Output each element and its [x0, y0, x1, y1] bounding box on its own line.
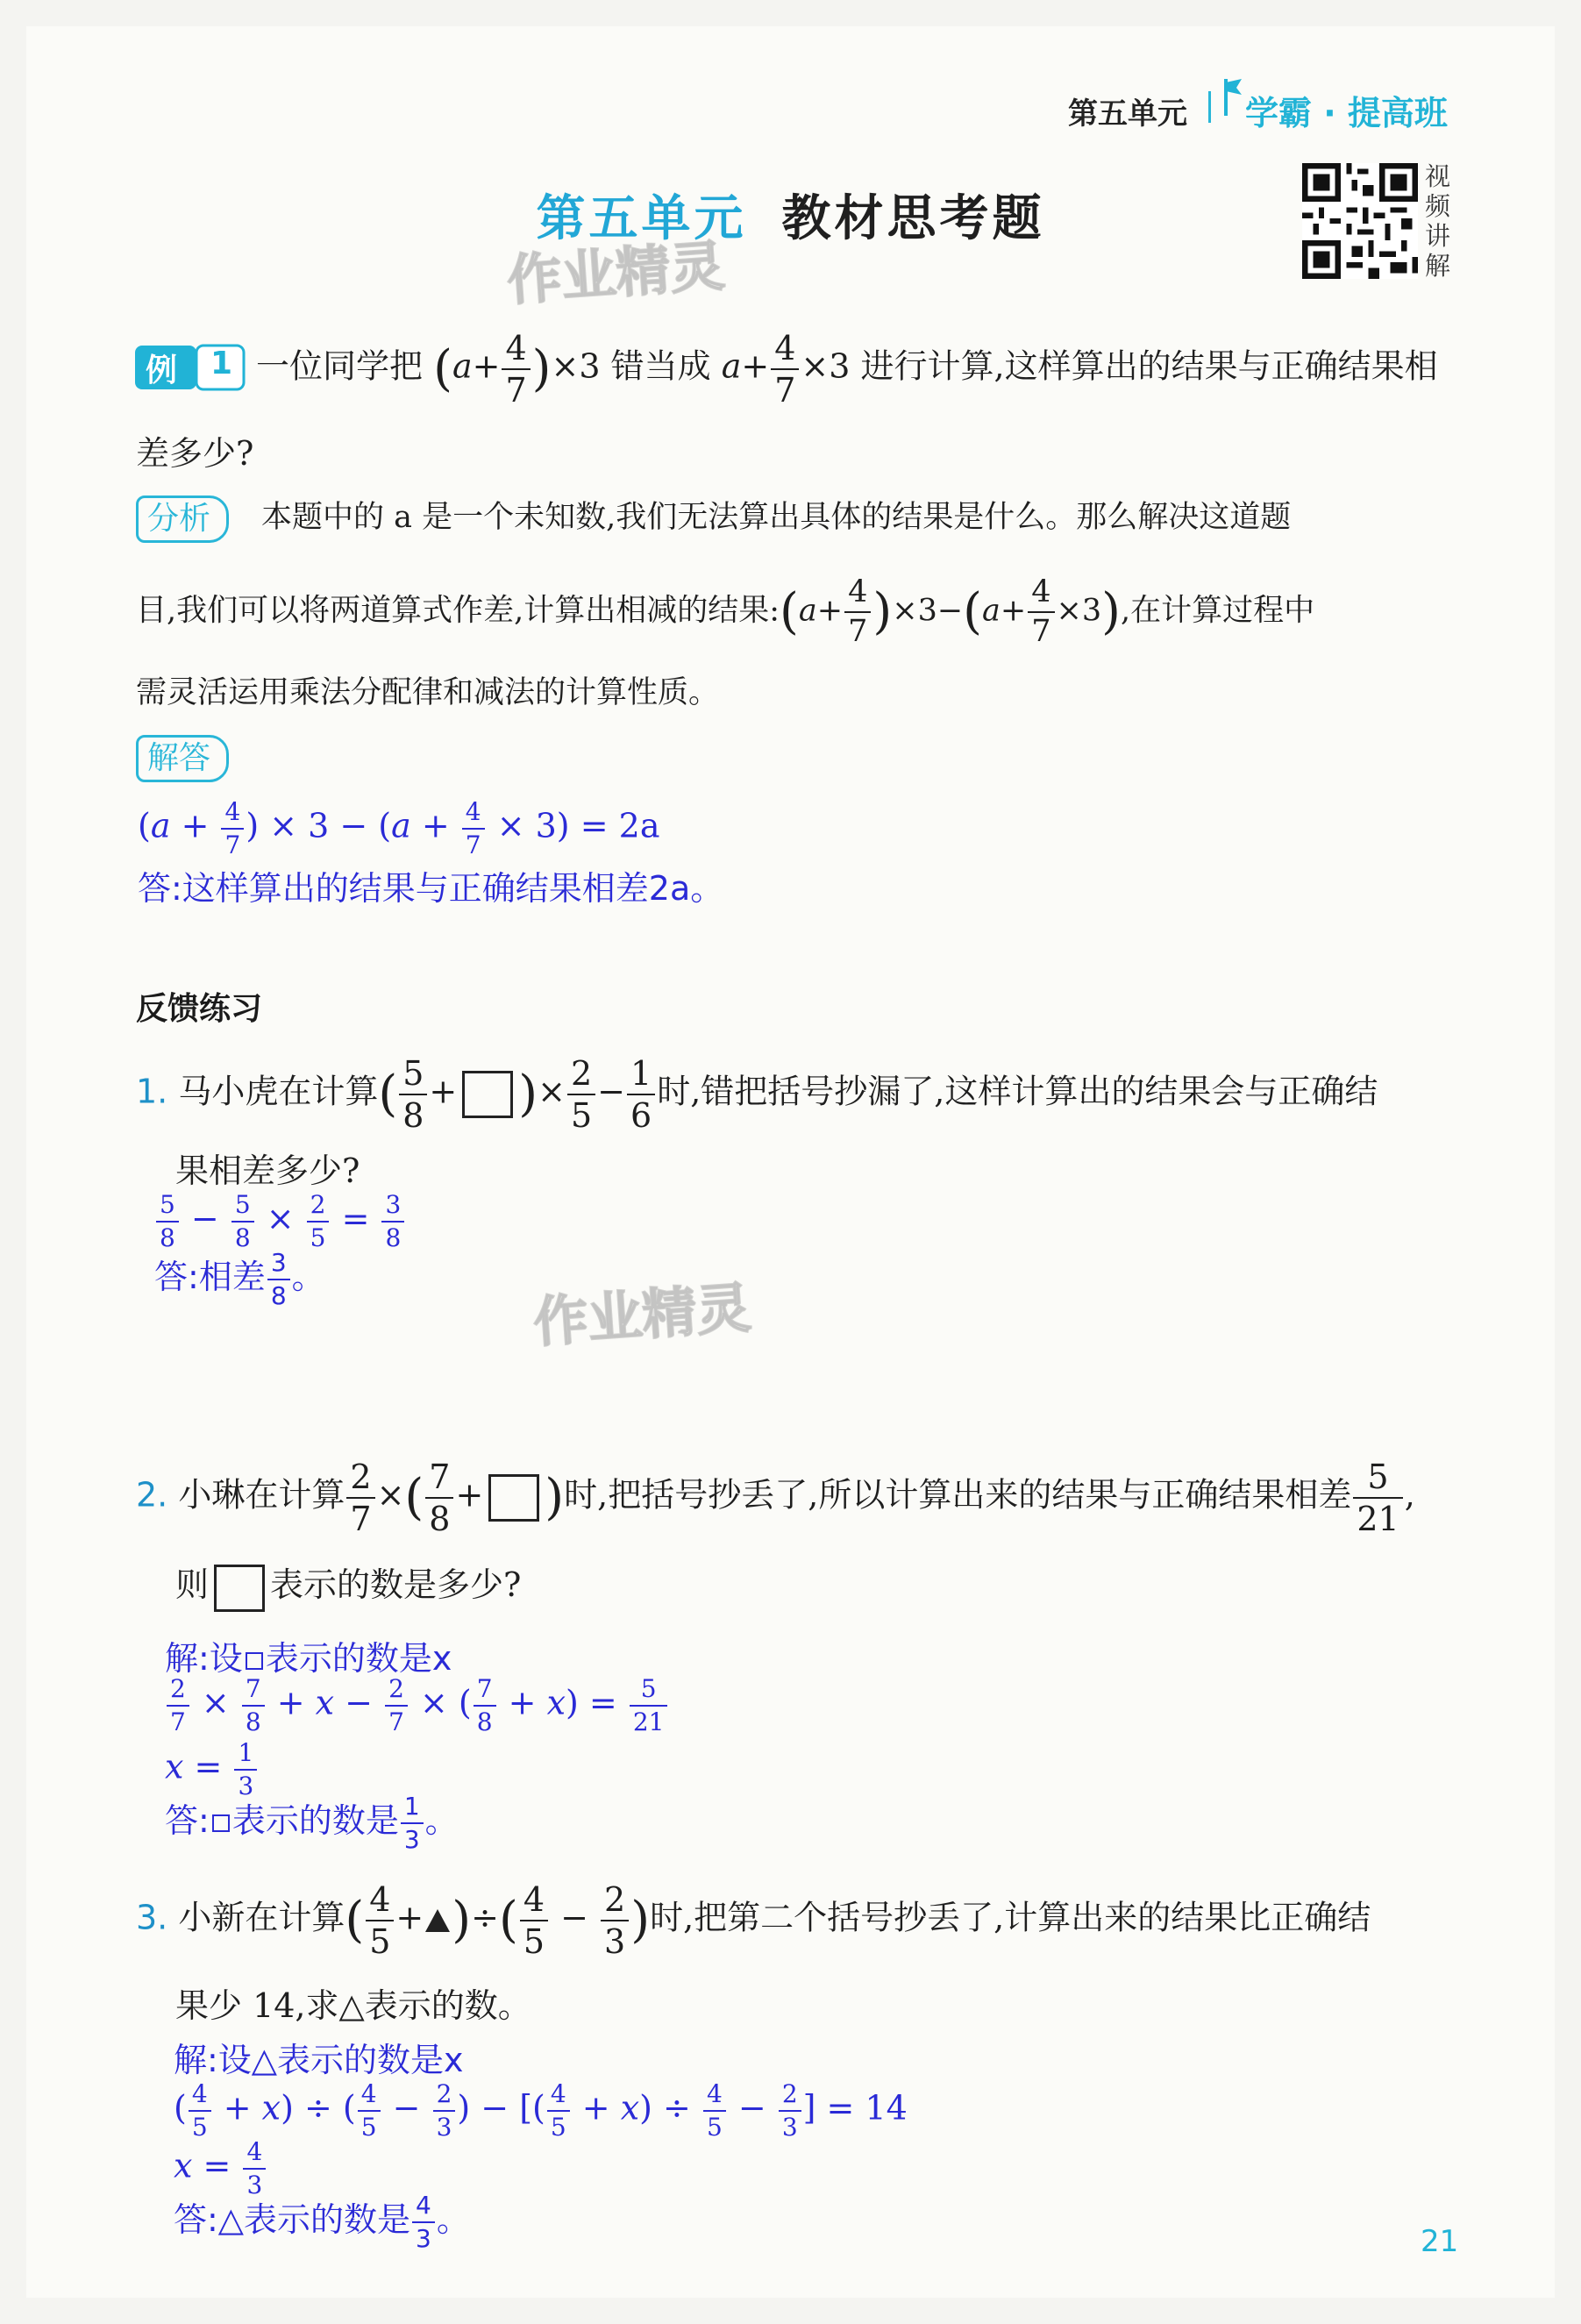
analysis-line1: 本题中的 a 是一个未知数,我们无法算出具体的结果是什么。那么解决这道题: [261, 500, 1292, 535]
q1-line2: 果相差多少?: [175, 1151, 360, 1190]
q2-sol-let-a: 解:设: [165, 1639, 243, 1678]
q3-suffix: 时,把第二个括号抄丢了,计算出来的结果比正确结: [650, 1898, 1371, 1937]
qr-label-char: 解: [1425, 251, 1451, 281]
q3-prefix: 小新在计算: [178, 1898, 345, 1937]
example-q-mid: 错当成: [610, 346, 711, 386]
square-icon: [246, 1652, 263, 1670]
example-badge-number: 1: [210, 346, 233, 381]
q2-answer-prefix: 答:: [165, 1801, 210, 1840]
q3-line2: 果少 14,求△表示的数。: [175, 1986, 531, 2025]
q3-answer-prefix: 答:△表示的数是: [174, 2200, 411, 2239]
q2-prefix: 小琳在计算: [178, 1475, 345, 1515]
q3-line1: 3. 小新在计算( $\frac{4}{5}$ + )÷( $\frac{4}{5}$ − $\frac{2}{3}$ )时,把第二个括号抄丢了,计算出来的结果比正确结: [136, 1880, 1371, 1961]
page-number: 21: [1421, 2224, 1459, 2259]
example-badge: [133, 342, 247, 396]
q1-prefix: 马小虎在计算: [178, 1072, 379, 1111]
qr-label-char: 视: [1425, 161, 1451, 191]
answer-tag: [136, 735, 229, 782]
analysis-l2-b: ,在计算过程中: [1120, 593, 1315, 629]
analysis-line3: 需灵活运用乘法分配律和减法的计算性质。: [136, 675, 720, 710]
triangle-icon: [425, 1909, 450, 1932]
q2-solution-eq: $\frac{2}{7}$ × $\frac{7}{8}$ + x − $\frac{2}{7}$ × ( $\frac{7}{8}$ + x) = $\frac{5}{21}$: [165, 1677, 669, 1735]
analysis-line2: 目,我们可以将两道算式作差,计算出相减的结果:(a+ $\frac{4}{7}$ )×3−(a+ $\frac{4}{7}$ ×3),在计算过程中: [136, 574, 1315, 649]
q3-solution-x: x = $\frac{4}{3}$: [174, 2140, 267, 2198]
q3-solution-eq: ( $\frac{4}{5}$ + x) ÷ ( $\frac{4}{5}$ − $\frac{2}{3}$ ) − [( $\frac{4}{5}$ + x) ÷ $\frac{4}{5}$ − $\frac{2}{3}$ ] = 14: [174, 2079, 908, 2142]
q2-answer: 答: 表示的数是 $\frac{1}{3}$ 。: [165, 1791, 459, 1854]
q2-blank-box: [488, 1474, 539, 1522]
qr-code-icon[interactable]: [1302, 163, 1418, 279]
q1-answer-prefix: 答:相差: [154, 1258, 266, 1296]
analysis-tag-label: 分析: [136, 495, 229, 543]
q2-solution-let: [165, 1631, 452, 1679]
q2-suffix: 时,把括号抄丢了,所以计算出来的结果与正确结果相差: [564, 1475, 1352, 1515]
q2-line1: 2. 小琳在计算 $\frac{2}{7}$ ×( $\frac{7}{8}$ + )时,把括号抄丢了,所以计算出来的结果与正确结果相差 $\frac{5}{21}$ ,: [136, 1458, 1415, 1538]
q2-number: 2.: [136, 1475, 168, 1515]
q3-solution-let: 解:设△表示的数是x: [174, 2041, 464, 2079]
qr-label-char: 讲: [1425, 221, 1451, 251]
q2-line2-b: 表示的数是多少?: [270, 1565, 522, 1604]
example-q-prefix: 一位同学把: [256, 346, 424, 386]
header-unit: 第五单元: [1068, 96, 1187, 132]
header-separator: [1208, 91, 1211, 123]
q2-solution-x: x = $\frac{1}{3}$: [165, 1741, 259, 1799]
example-answer-result: = 2a: [580, 806, 660, 845]
q2-line2: [175, 1563, 521, 1612]
answer-tag-label: 解答: [136, 735, 229, 782]
title-unit: 第五单元: [536, 189, 747, 247]
watermark-middle: 作业精灵: [531, 1275, 753, 1355]
q1-number: 1.: [136, 1072, 168, 1111]
q2-answer-mid: 表示的数是: [231, 1801, 399, 1840]
example-q-suffix: 进行计算,这样算出的结果与正确结果相: [860, 346, 1438, 386]
q2-sol-let-b: 表示的数是x: [265, 1639, 452, 1678]
q1-suffix: 时,错把括号抄漏了,这样计算出的结果会与正确结: [657, 1072, 1378, 1111]
title-name: 教材思考题: [781, 189, 1045, 247]
practice-heading: 反馈练习: [136, 991, 263, 1027]
header-brand: 学霸 · 提高班: [1245, 94, 1448, 132]
watermark-top: 作业精灵: [505, 233, 727, 313]
example-answer-text: 答:这样算出的结果与正确结果相差2a。: [138, 869, 724, 908]
qr-label-char: 频: [1425, 191, 1451, 221]
q1-answer-end: 。: [291, 1258, 325, 1296]
q1-blank-box: [462, 1071, 513, 1118]
example-question-line2: 差多少?: [136, 434, 254, 473]
example-answer-equation: (a + $\frac{4}{7}$ ) × 3 − (a + $\frac{4}{7}$ × 3) = 2a: [138, 797, 660, 859]
q1-line1: 1. 马小虎在计算( $\frac{5}{8}$ + )× $\frac{2}{5}$ − $\frac{1}{6}$ 时,错把括号抄漏了,这样计算出的结果会与正确结: [136, 1054, 1378, 1135]
square-icon: [212, 1814, 230, 1832]
example-question-line1: 一位同学把 (a+ $\frac{4}{7}$ )×3 错当成 a+ $\frac{4}{7}$ ×3 进行计算,这样算出的结果与正确结果相: [256, 329, 1438, 410]
video-explanation-label[interactable]: [1425, 161, 1456, 281]
q2-answer-end: 。: [424, 1801, 459, 1840]
analysis-l2-a: 目,我们可以将两道算式作差,计算出相减的结果:: [136, 593, 780, 629]
example-badge-label: 例: [146, 353, 178, 389]
brand-flag-icon: [1219, 75, 1245, 119]
q2-blank-box-2: [214, 1565, 265, 1612]
q3-answer: 答:△表示的数是 $\frac{4}{3}$ 。: [174, 2190, 470, 2253]
q2-line2-a: 则: [175, 1565, 210, 1604]
q1-solution-eq: $\frac{5}{8}$ − $\frac{5}{8}$ × $\frac{2}{5}$ = $\frac{3}{8}$: [154, 1193, 406, 1251]
analysis-tag: [136, 495, 229, 543]
q3-number: 3.: [136, 1898, 168, 1937]
q3-answer-end: 。: [436, 2200, 470, 2239]
q1-answer: 答:相差 $\frac{3}{8}$ 。: [154, 1247, 325, 1310]
